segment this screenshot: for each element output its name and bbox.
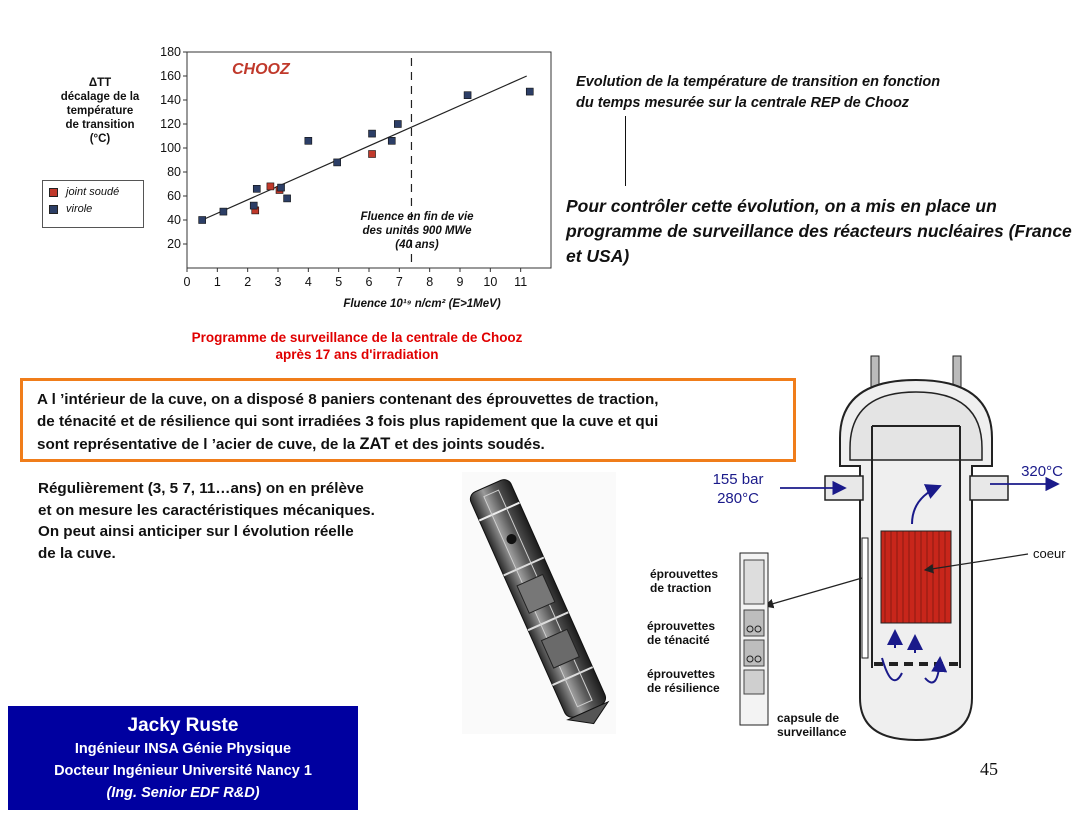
- outlet-temperature: 320°C: [1021, 463, 1063, 480]
- capsule-photo: [462, 472, 616, 734]
- outlet-nozzle: [970, 476, 1008, 500]
- x-tick-label: 11: [514, 275, 528, 289]
- label-tenacite: éprouvettes de ténacité: [647, 619, 716, 647]
- annotation-line-2: des unités 900 MWe: [362, 225, 472, 237]
- point-joint-soude: [267, 183, 274, 190]
- x-tick-label: 4: [304, 275, 312, 289]
- sampling-paragraph: Régulièrement (3, 5 7, 11…ans) on en prélève et on mesure les caractéristiques mécaniques. On peut ainsi anticiper sur l évolution réelle de la cuve.: [38, 480, 375, 562]
- y-tick-label: 20: [167, 237, 181, 251]
- legend-item-virole: virole: [49, 203, 143, 215]
- y-tick-label: 100: [160, 141, 181, 155]
- point-virole: [334, 159, 341, 166]
- y-tick-label: 160: [160, 69, 181, 83]
- label-capsule: capsule de surveillance: [777, 711, 847, 739]
- point-virole: [369, 130, 376, 137]
- y-tick-label: 40: [167, 213, 181, 227]
- point-virole: [284, 195, 291, 202]
- x-tick-label: 0: [183, 275, 191, 289]
- fluence-chart: [150, 42, 560, 322]
- point-joint-soude: [369, 151, 376, 158]
- point-virole: [220, 208, 227, 215]
- x-tick-label: 8: [426, 275, 434, 289]
- point-virole: [388, 137, 395, 144]
- x-tick-label: 7: [395, 275, 403, 289]
- zat-term: ZAT: [359, 435, 391, 453]
- y-tick-label: 80: [167, 165, 181, 179]
- author-name: Jacky Ruste: [127, 715, 239, 736]
- y-tick-label: 180: [160, 45, 181, 59]
- y-tick-label: 60: [167, 189, 181, 203]
- x-tick-label: 6: [365, 275, 373, 289]
- annotation-line-1: Fluence en fin de vie: [360, 211, 474, 223]
- annotation-line-3: (40 ans): [395, 239, 439, 251]
- point-virole: [278, 184, 285, 191]
- point-virole: [305, 137, 312, 144]
- inlet-conditions: 155 bar 280°C: [712, 471, 764, 507]
- point-virole: [250, 202, 257, 209]
- x-axis-label: Fluence 10¹⁹ n/cm² (E>1MeV): [343, 298, 501, 310]
- label-traction: éprouvettes de traction: [650, 567, 719, 595]
- legend-item-joint: joint soudé: [49, 186, 143, 198]
- evolution-note: Evolution de la température de transition en fonction du temps mesurée sur la centrale REP de Chooz: [576, 74, 941, 111]
- x-tick-label: 5: [335, 275, 343, 289]
- point-virole: [394, 121, 401, 128]
- point-virole: [253, 185, 260, 192]
- label-resilience: éprouvettes de résilience: [647, 667, 720, 695]
- connector-line: [625, 116, 626, 186]
- chart-caption: Programme de surveillance de la centrale de Chooz après 17 ans d'irradiation: [191, 330, 523, 362]
- point-virole: [526, 88, 533, 95]
- point-virole: [464, 92, 471, 99]
- y-tick-label: 120: [160, 117, 181, 131]
- x-tick-label: 2: [244, 275, 252, 289]
- reactor-core: [881, 531, 951, 623]
- page-number: 45: [980, 759, 998, 779]
- x-tick-label: 9: [456, 275, 464, 289]
- x-tick-label: 10: [483, 275, 498, 289]
- y-tick-label: 140: [160, 93, 181, 107]
- point-virole: [199, 217, 206, 224]
- chart-legend: [42, 180, 144, 228]
- surveillance-capsule-slot: [862, 538, 868, 658]
- chart-y-axis-label: ΔTT décalage de la température de transition (°C): [60, 77, 140, 145]
- chart-title: CHOOZ: [232, 61, 290, 78]
- x-tick-label: 1: [213, 275, 221, 289]
- legend-swatch-virole: [49, 205, 58, 214]
- x-tick-label: 3: [274, 275, 282, 289]
- surveillance-statement: Pour contrôler cette évolution, on a mis en place un programme de surveillance des réacteurs nucléaires (France et USA): [566, 196, 1072, 266]
- author-box: Jacky Ruste Ingénieur INSA Génie Physique Docteur Ingénieur Université Nancy 1 (Ing. Senior EDF R&D): [8, 706, 358, 810]
- capsule-description-box: A l ’intérieur de la cuve, on a disposé 8 paniers contenant des éprouvettes de traction, de ténacité et de résilience qui sont irradiées 3 fois plus rapidement que la cuve et qui sont représentative de l ’acier de cuve, de la ZAT et des joints soudés.: [20, 378, 796, 462]
- legend-swatch-joint: [49, 188, 58, 197]
- core-label: coeur: [1033, 546, 1066, 561]
